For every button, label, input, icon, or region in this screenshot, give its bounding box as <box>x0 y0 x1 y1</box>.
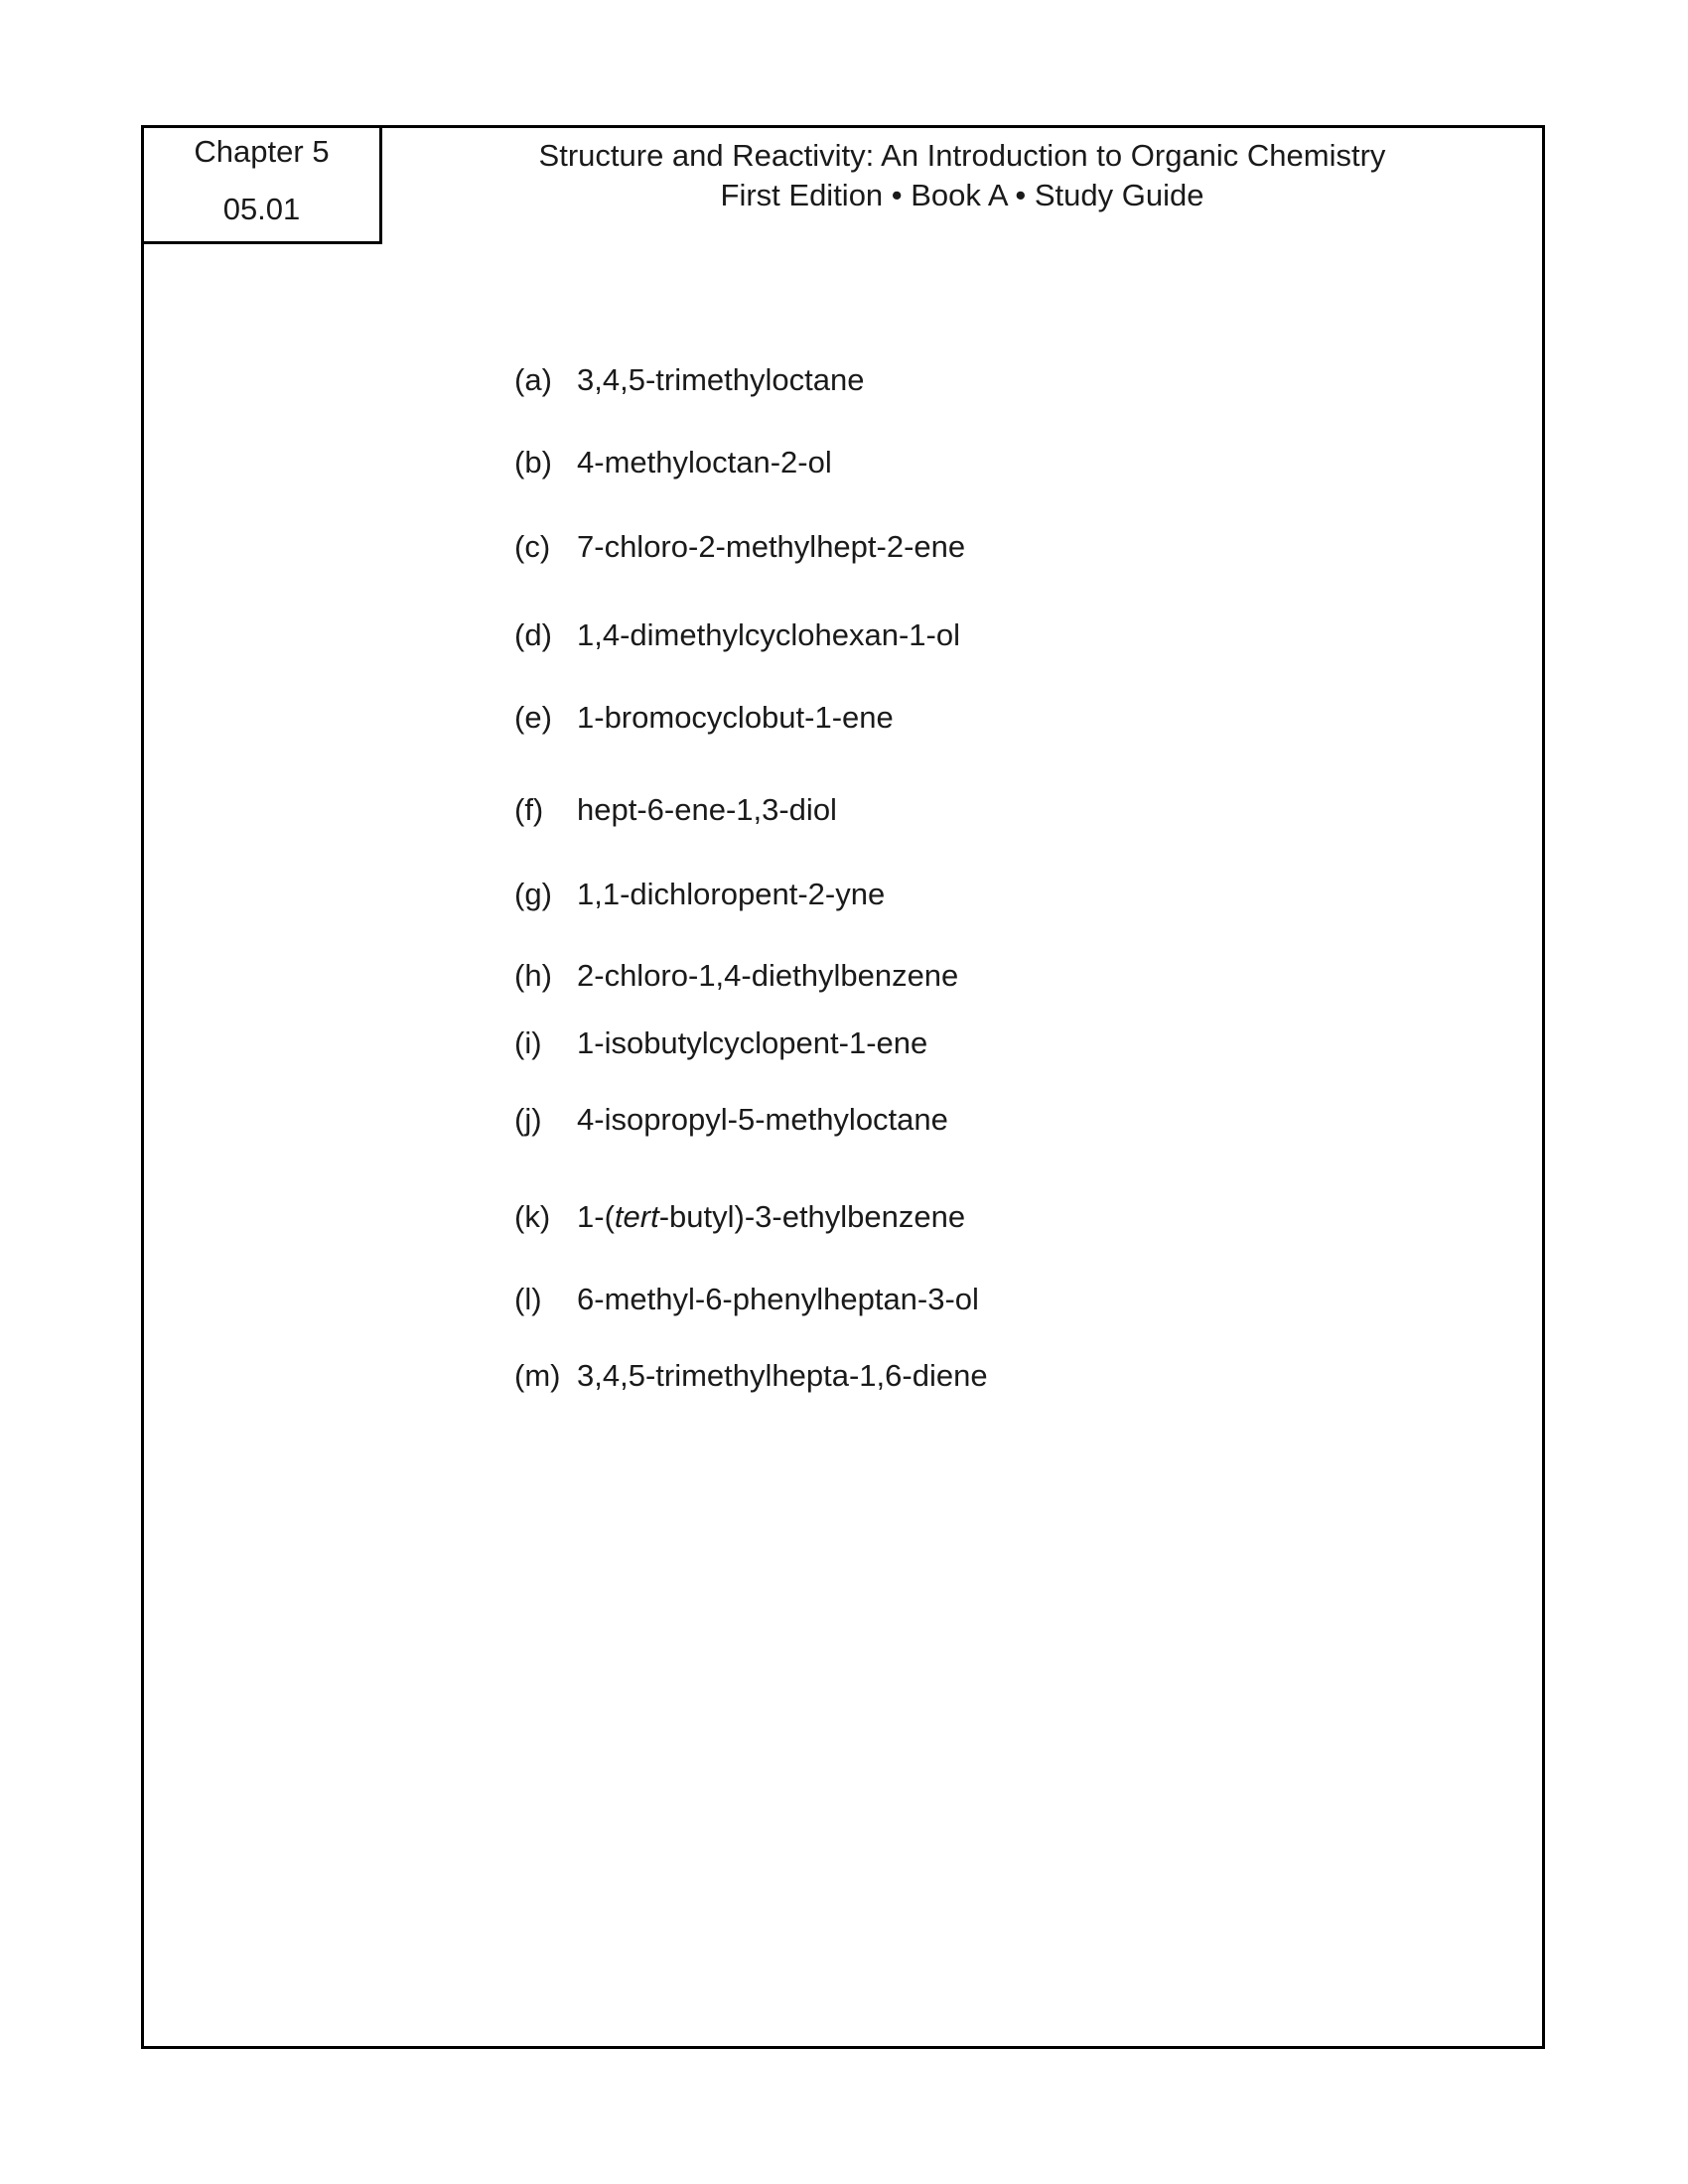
compound-list <box>144 128 1542 2046</box>
item-name: 7-chloro-2-methylhept-2-ene <box>577 529 966 564</box>
list-item <box>514 698 894 738</box>
item-letter: (b) <box>514 445 552 479</box>
item-name: 4-methyloctan-2-ol <box>577 445 832 479</box>
item-name: 1,4-dimethylcyclohexan-1-ol <box>577 617 960 652</box>
item-name-italic: tert <box>614 1199 659 1234</box>
book-title: Structure and Reactivity: An Introduction to Organic Chemistry <box>538 138 1386 173</box>
item-letter: (j) <box>514 1102 542 1137</box>
book-subtitle: First Edition • Book A • Study Guide <box>720 178 1204 212</box>
item-letter: (k) <box>514 1199 551 1234</box>
list-item <box>514 615 960 655</box>
item-name: 3,4,5-trimethylhepta-1,6-diene <box>577 1358 988 1393</box>
list-item <box>514 527 965 567</box>
item-name: 1-isobutylcyclopent-1-ene <box>577 1025 928 1060</box>
page-frame <box>141 125 1545 2049</box>
list-item <box>514 1100 948 1140</box>
item-letter: (l) <box>514 1282 542 1316</box>
item-letter: (d) <box>514 617 552 652</box>
list-item <box>514 790 837 830</box>
item-name: 1-bromocyclobut-1-ene <box>577 700 894 735</box>
item-letter: (g) <box>514 877 552 911</box>
item-letter: (e) <box>514 700 552 735</box>
item-name-prefix: 1-( <box>577 1199 615 1234</box>
item-letter: (h) <box>514 958 552 993</box>
item-letter: (a) <box>514 362 552 397</box>
item-name: 2-chloro-1,4-diethylbenzene <box>577 958 959 993</box>
item-name-suffix: -butyl)-3-ethylbenzene <box>658 1199 966 1234</box>
list-item <box>514 875 885 914</box>
item-letter: (f) <box>514 792 544 827</box>
item-letter: (c) <box>514 529 551 564</box>
item-name: hept-6-ene-1,3-diol <box>577 792 837 827</box>
list-item <box>514 1197 965 1237</box>
item-letter: (i) <box>514 1025 542 1060</box>
item-letter: (m) <box>514 1358 561 1393</box>
list-item <box>514 360 864 400</box>
list-item <box>514 956 958 996</box>
list-item <box>514 1280 979 1319</box>
item-name: 4-isopropyl-5-methyloctane <box>577 1102 948 1137</box>
chapter-label: Chapter 5 <box>194 134 330 169</box>
list-item <box>514 1356 988 1396</box>
item-name <box>577 1199 965 1234</box>
list-item <box>514 443 832 482</box>
chapter-code: 05.01 <box>222 192 301 226</box>
item-name: 6-methyl-6-phenylheptan-3-ol <box>577 1282 979 1316</box>
item-name: 1,1-dichloropent-2-yne <box>577 877 886 911</box>
list-item <box>514 1024 927 1063</box>
item-name: 3,4,5-trimethyloctane <box>577 362 865 397</box>
